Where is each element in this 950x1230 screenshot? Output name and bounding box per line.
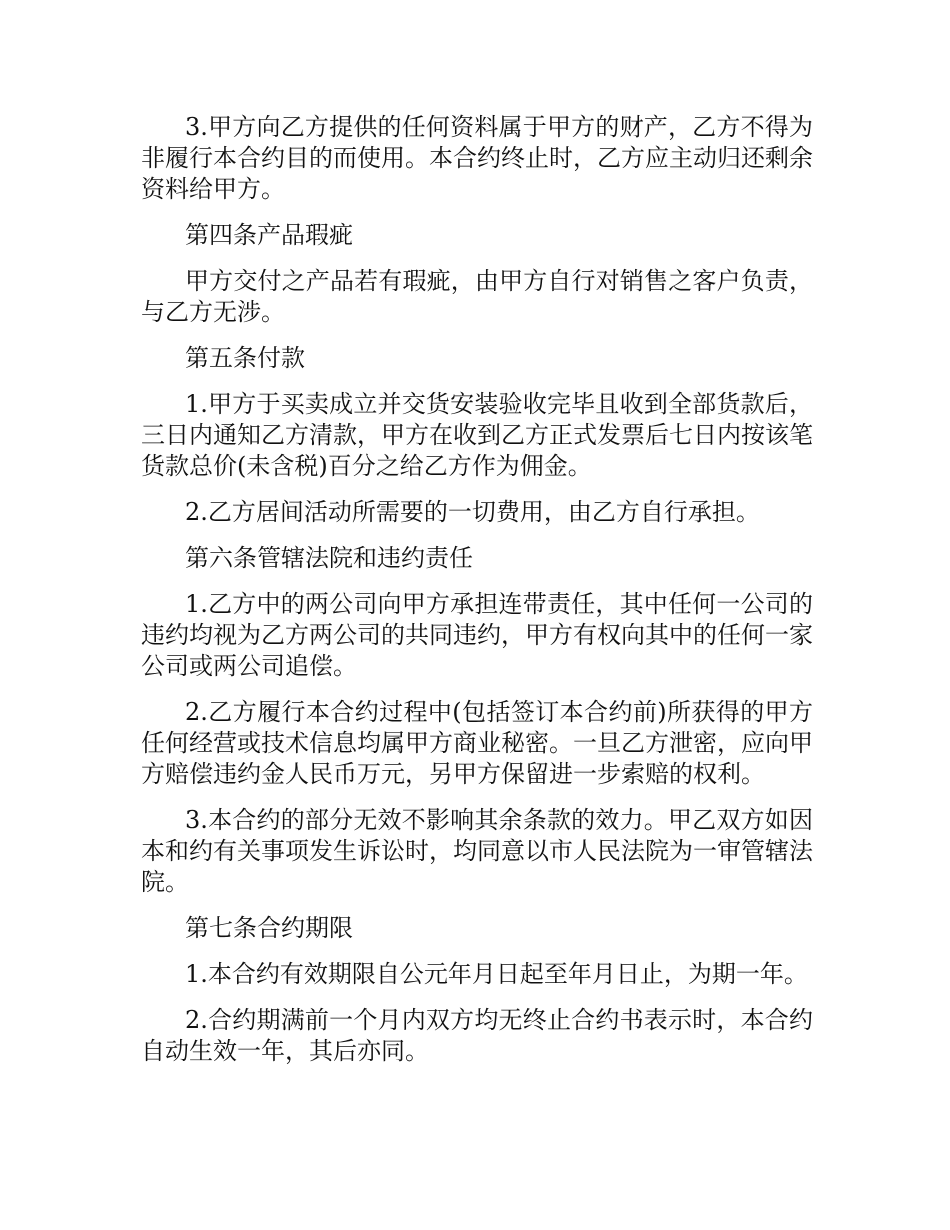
- document-body: [141, 112, 813, 1082]
- clause-3-materials: 3.甲方向乙方提供的任何资料属于甲方的财产，乙方不得为非履行本合约目的而使用。本合约终止时，乙方应主动归还剩余资料给甲方。: [141, 113, 813, 203]
- article-6-clause-3: 3.本合约的部分无效不影响其余条款的效力。甲乙双方如因本和约有关事项发生诉讼时，均同意以市人民法院为一审管辖法院。: [141, 806, 813, 896]
- article-6-heading: 第六条管辖法院和违约责任: [185, 544, 473, 572]
- article-7-heading: 第七条合约期限: [185, 914, 353, 942]
- article-4-text: 甲方交付之产品若有瑕疵，由甲方自行对销售之客户负责，与乙方无涉。: [141, 267, 813, 326]
- article-6-clause-1: 1.乙方中的两公司向甲方承担连带责任，其中任何一公司的违约均视为乙方两公司的共同违约，甲方有权向其中的任何一家公司或两公司追偿。: [141, 590, 813, 680]
- article-5-clause-1: 1.甲方于买卖成立并交货安装验收完毕且收到全部货款后，三日内通知乙方清款，甲方在收到乙方正式发票后七日内按该笔货款总价(未含税)百分之给乙方作为佣金。: [141, 390, 813, 480]
- article-7-clause-1: 1.本合约有效期限自公元年月日起至年月日止，为期一年。: [185, 960, 808, 988]
- article-5-heading: 第五条付款: [185, 344, 305, 372]
- article-4-heading: 第四条产品瑕疵: [185, 221, 353, 249]
- article-7-clause-2: 2.合约期满前一个月内双方均无终止合约书表示时，本合约自动生效一年，其后亦同。: [141, 1006, 813, 1065]
- article-5-clause-2: 2.乙方居间活动所需要的一切费用，由乙方自行承担。: [185, 498, 760, 526]
- article-6-clause-2: 2.乙方履行本合约过程中(包括签订本合约前)所获得的甲方任何经营或技术信息均属甲方商业秘密。一旦乙方泄密，应向甲方赔偿违约金人民币万元，另甲方保留进一步索赔的权利。: [141, 698, 813, 788]
